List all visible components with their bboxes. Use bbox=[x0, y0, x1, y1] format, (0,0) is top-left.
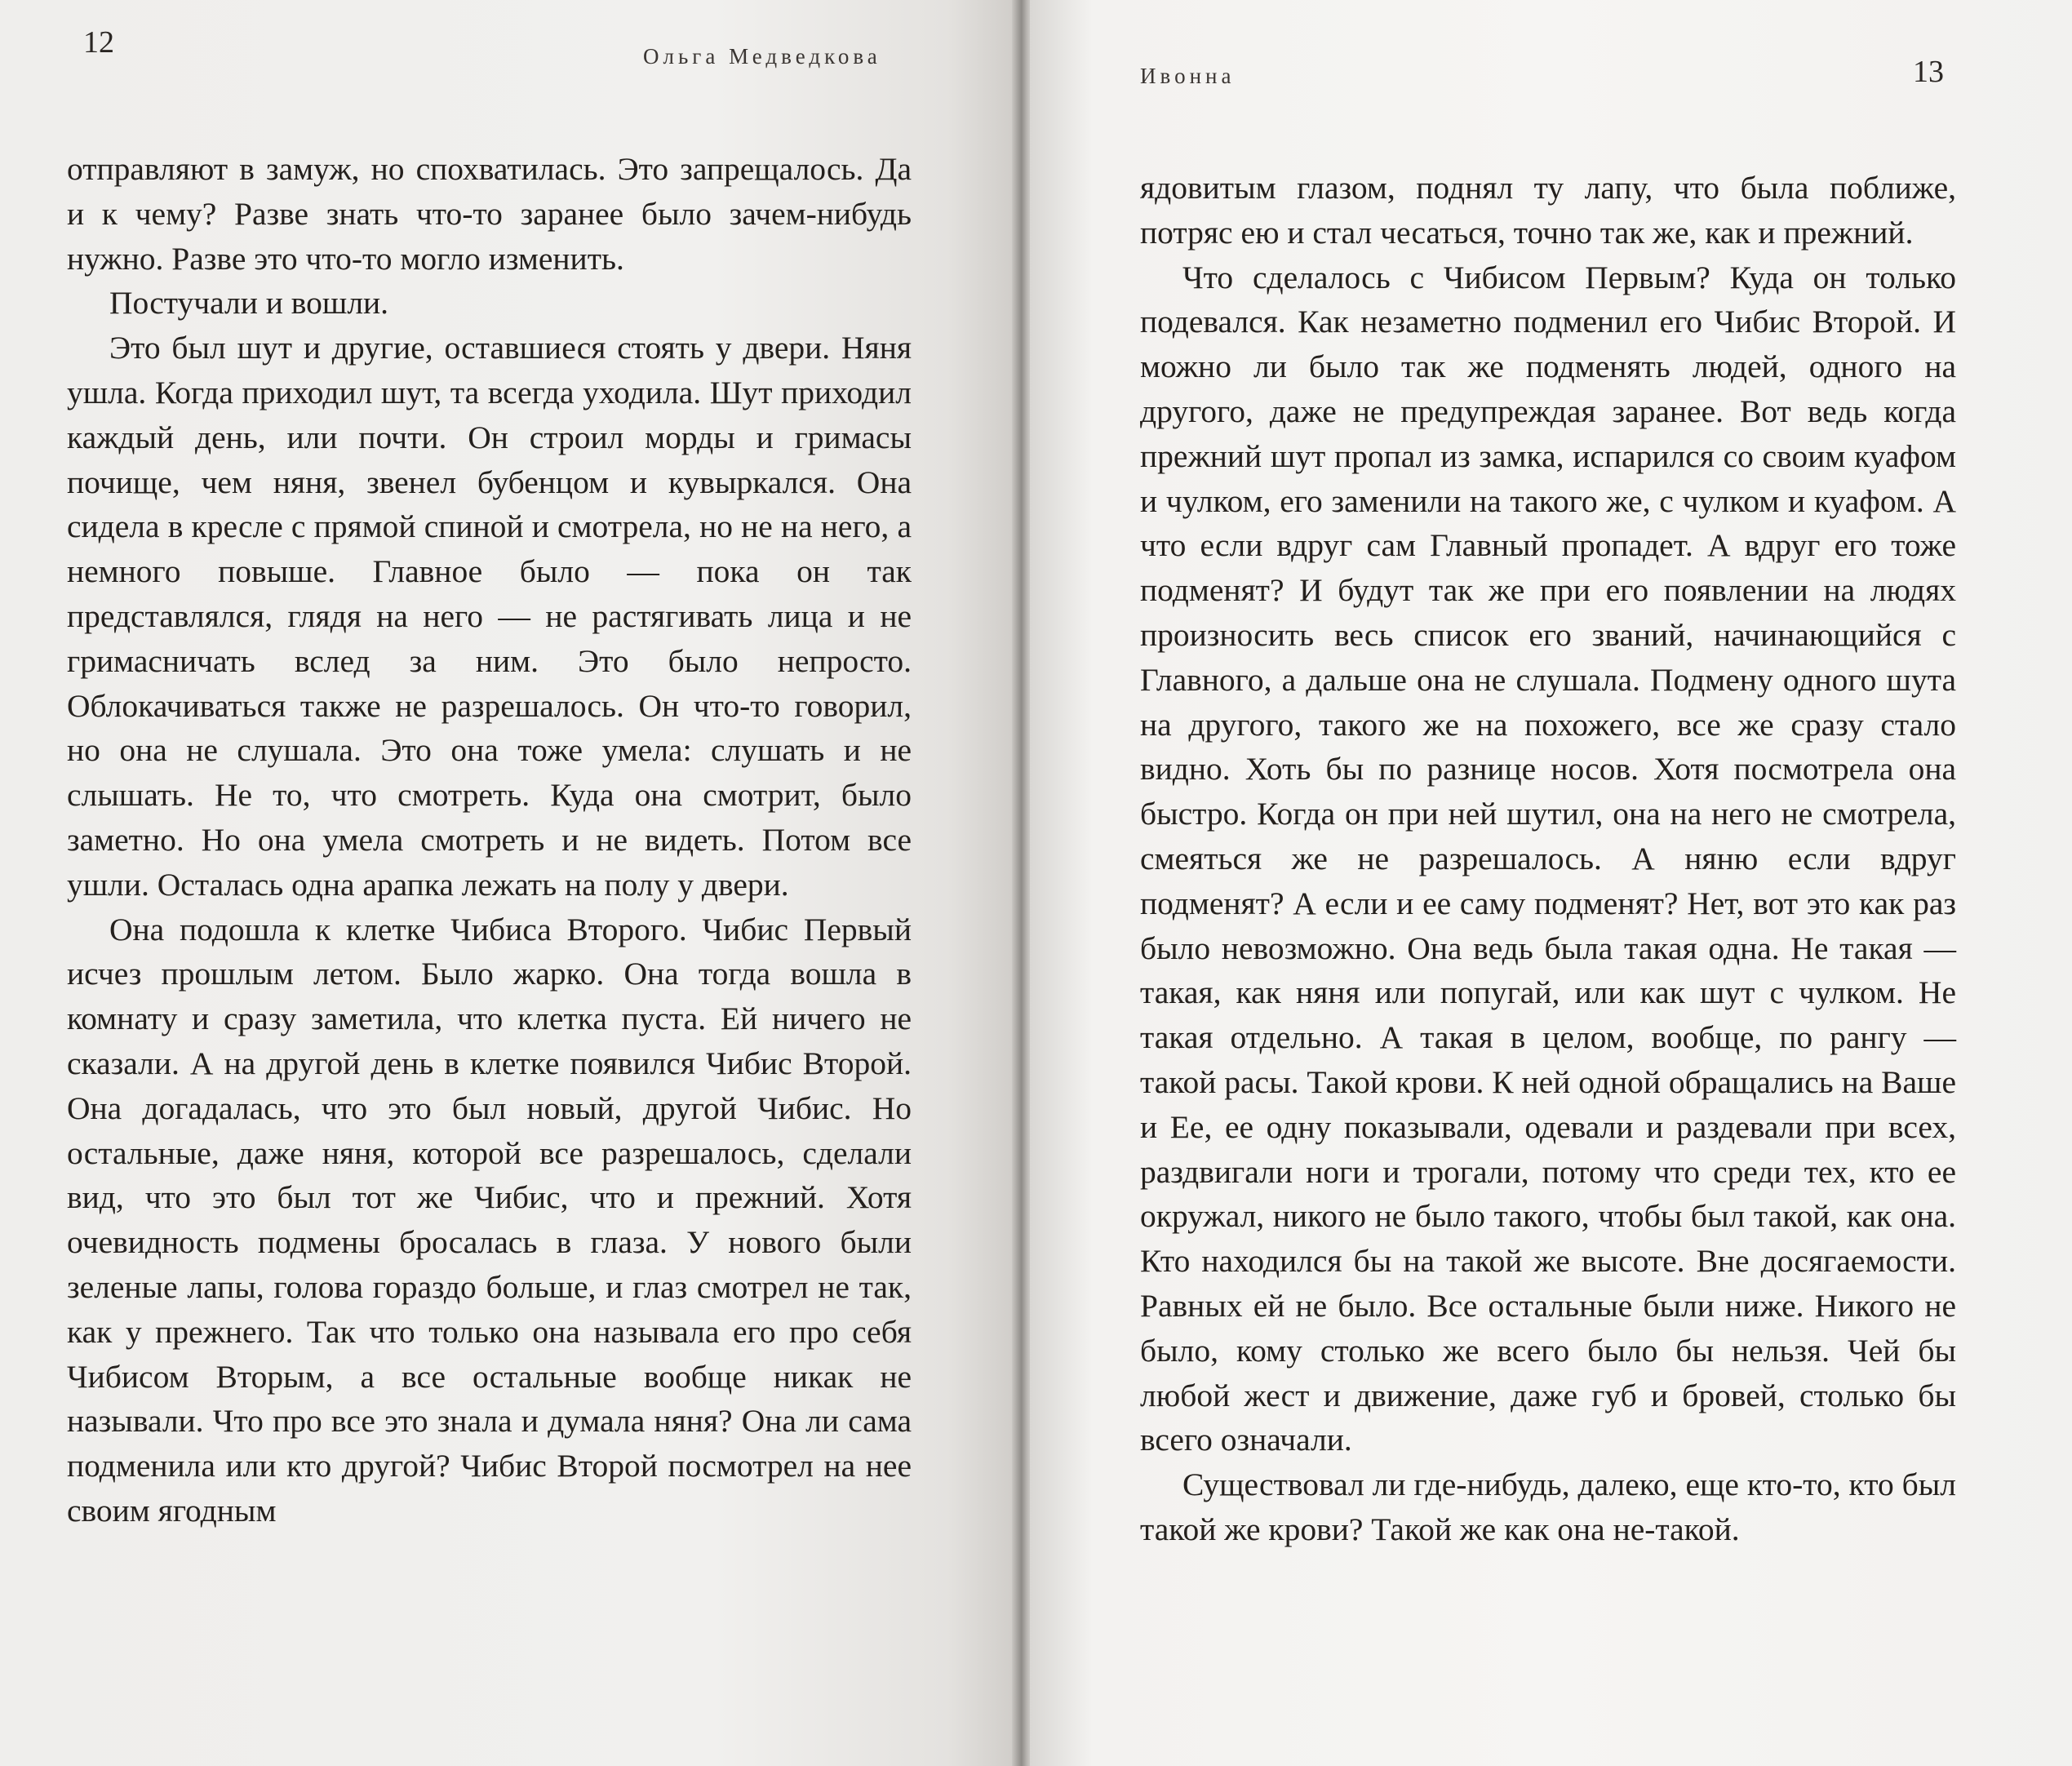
page-number-left: 12 bbox=[83, 25, 114, 60]
left-page bbox=[0, 0, 1018, 1766]
paragraph: Существовал ли где-нибудь, далеко, еще кто-то, кто был такой же крови? Такой же как она не-такой. bbox=[1140, 1466, 1956, 1547]
right-page bbox=[1030, 0, 2072, 1766]
paragraph: Это был шут и другие, оставшиеся стоять у двери. Няня ушла. Когда приходил шут, та всегда уходила. Шут приходил каждый день, или почти. Он строил морды и гримасы почище, чем няня, звенел бубенцом и кувыркался. Она сидела в кресле с прямой спиной и смотрела, но не на него, а немного повыше. Главное было — пока он так представлялся, глядя на него — не растягивать лица и не гримасничать вслед за ним. Это было непросто. Облокачиваться также не разрешалось. Он что-то говорил, но она не слушала. Это она тоже умела: слушать и не слышать. Не то, что смотреть. Куда она смотрит, было заметно. Но она умела смотреть и не видеть. Потом все ушли. Осталась одна арапка лежать на полу у двери. bbox=[67, 330, 912, 903]
page-number-right: 13 bbox=[1913, 55, 1944, 89]
paragraph: Постучали и вошли. bbox=[109, 285, 389, 322]
body-text-left bbox=[67, 147, 912, 1533]
body-text-right bbox=[1140, 166, 1956, 1552]
running-head-author: Ольга Медведкова bbox=[643, 44, 881, 69]
running-head-title: Ивонна bbox=[1140, 64, 1236, 88]
paragraph: отправляют в замуж, но спохватилась. Это запрещалось. Да и к чему? Разве знать что-то заранее было зачем-нибудь нужно. Разве это что-то могло изменить. bbox=[67, 151, 912, 277]
paragraph: Она подошла к клетке Чибиса Второго. Чибис Первый исчез прошлым летом. Было жарко. Она тогда вошла в комнату и сразу заметила, что клетка пуста. Ей ничего не сказали. А на другой день в клетке появился Чибис Второй. Она догадалась, что это был новый, другой Чибис. Но остальные, даже няня, которой все разрешалось, сделали вид, что это был тот же Чибис, что и прежний. Хотя очевидность подмены бросалась в глаза. У нового были зеленые лапы, голова гораздо больше, и глаз смотрел не так, как у прежнего. Так что только она называла его про себя Чибисом Вторым, а все остальные вообще никак не называли. Что про все это знала и думала няня? Она ли сама подменила или кто другой? Чибис Второй посмотрел на нее своим ягодным bbox=[67, 911, 912, 1529]
paragraph: Что сделалось с Чибисом Первым? Куда он только подевался. Как незаметно подменил его Чибис Второй. И можно ли было так же подменять людей, одного на другого, даже не предупреждая заранее. Вот ведь когда прежний шут пропал из замка, испарился со своим куафом и чулком, его заменили на такого же, с чулком и куафом. А что если вдруг сам Главный пропадет. А вдруг его тоже подменят? И будут так же при его появлении на людях произносить весь список его званий, начинающийся с Главного, а дальше она не слушала. Подмену одного шута на другого, такого же на похожего, все же сразу стало видно. Хоть бы по разнице носов. Хотя посмотрела она быстро. Когда он при ней шутил, она на него не смотрела, смеяться же не разрешалось. А няню если вдруг подменят? А если и ее саму подменят? Нет, вот это как раз было невозможно. Она ведь была такая одна. Не такая — такая, как няня или попугай, или как шут с чулком. Не такая отдельно. А такая в целом, вообще, по рангу — такой расы. Такой крови. К ней одной обращались на Ваше и Ее, ее одну показывали, одевали и раздевали при всех, раздвигали ноги и трогали, потому что среди тех, кто ее окружал, никого не было такого, чтобы был такой, как она. Кто находился бы на такой же высоте. Вне досягаемости. Равных ей не было. Все остальные были ниже. Никого не было, кому столько же всего было бы нельзя. Чей бы любой жест и движение, даже губ и бровей, столько бы всего означали. bbox=[1140, 259, 1956, 1458]
paragraph: ядовитым глазом, поднял ту лапу, что была поближе, потряс ею и стал чесаться, точно так же, как и прежний. bbox=[1140, 170, 1956, 251]
